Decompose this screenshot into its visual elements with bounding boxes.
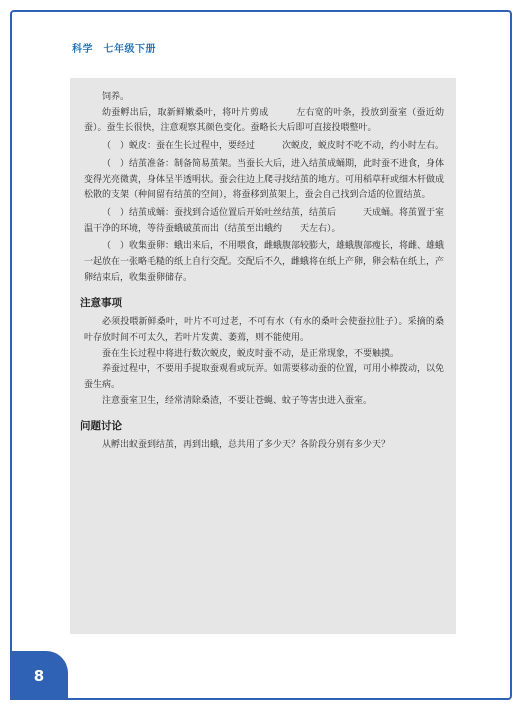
page-number: 8 — [10, 651, 68, 700]
intro-paragraph: 幼蚕孵出后，取新鲜嫩桑叶，将叶片剪成 左右宽的叶条，投放到蚕室（蚕近幼蚕）。蚕生长很快，注意观察其颜色变化。蚕略长大后即可直接投喂整叶。 — [84, 107, 444, 134]
step-pupation: （ ）结茧成蛹：蚕找到合适位置后开始吐丝结茧，结茧后 天成蛹。将茧置于室温干净的环境，等待蚕蛾破茧而出（结茧至出蛾约 天左右）。 — [84, 207, 445, 234]
note-paragraph: 必须投喂新鲜桑叶，叶片不可过老，不可有水（有水的桑叶会使蚕拉肚子）。采摘的桑叶存放时间不可太久，若叶片发黄、萎蔫，则不能使用。 — [84, 317, 444, 343]
note-paragraph: 养蚕过程中，不要用手捉取蚕观看或玩弄。如需要移动蚕的位置，可用小棒拨动，以免蚕生病。 — [84, 364, 445, 390]
page-header: 科学 七年级下册 — [72, 44, 156, 55]
content-text — [80, 90, 445, 454]
discussion-heading: 问题讨论 — [80, 420, 122, 433]
note-paragraph: 蚕在生长过程中将进行数次蜕皮，蜕皮时蚕不动，是正常现象，不要触摸。 — [102, 348, 400, 359]
step-collect-eggs: （ ）收集蚕卵：蛾出来后，不用喂食，雌蛾腹部较膨大，雄蛾腹部瘦长，将雌、雄蛾一起放在一张略毛糙的纸上自行交配。交配后不久，雌蛾将在纸上产卵，卵会粘在纸上，产卵结束后，收集蚕卵储存。 — [84, 241, 445, 283]
intro-paragraph: 饲养。 — [102, 92, 130, 102]
discussion-paragraph: 从孵出蚁蚕到结茧，再到出蛾，总共用了多少天？各阶段分别有多少天？ — [102, 440, 391, 451]
note-paragraph: 注意蚕室卫生，经常清除桑渣，不要让苍蝇、蚊子等害虫进入蚕室。 — [102, 395, 373, 406]
notes-heading: 注意事项 — [80, 297, 122, 310]
step-molting: （ ）蜕皮：蚕在生长过程中，要经过 次蜕皮，蜕皮时不吃不动，约小时左右。 — [102, 141, 445, 152]
step-cocoon-prep: （ ）结茧准备：制备简易茧架。当蚕长大后，进入结茧成蛹期，此时蚕不进食，身体变得光亮微黄，身体呈半透明状。蚕会往边上爬寻找结茧的地方。可用稻草秆或细木杆做成松散的支架（种间留有结茧的空间），将蚕移到茧架上，蚕会自己找到合适的位置结茧。 — [84, 158, 445, 201]
